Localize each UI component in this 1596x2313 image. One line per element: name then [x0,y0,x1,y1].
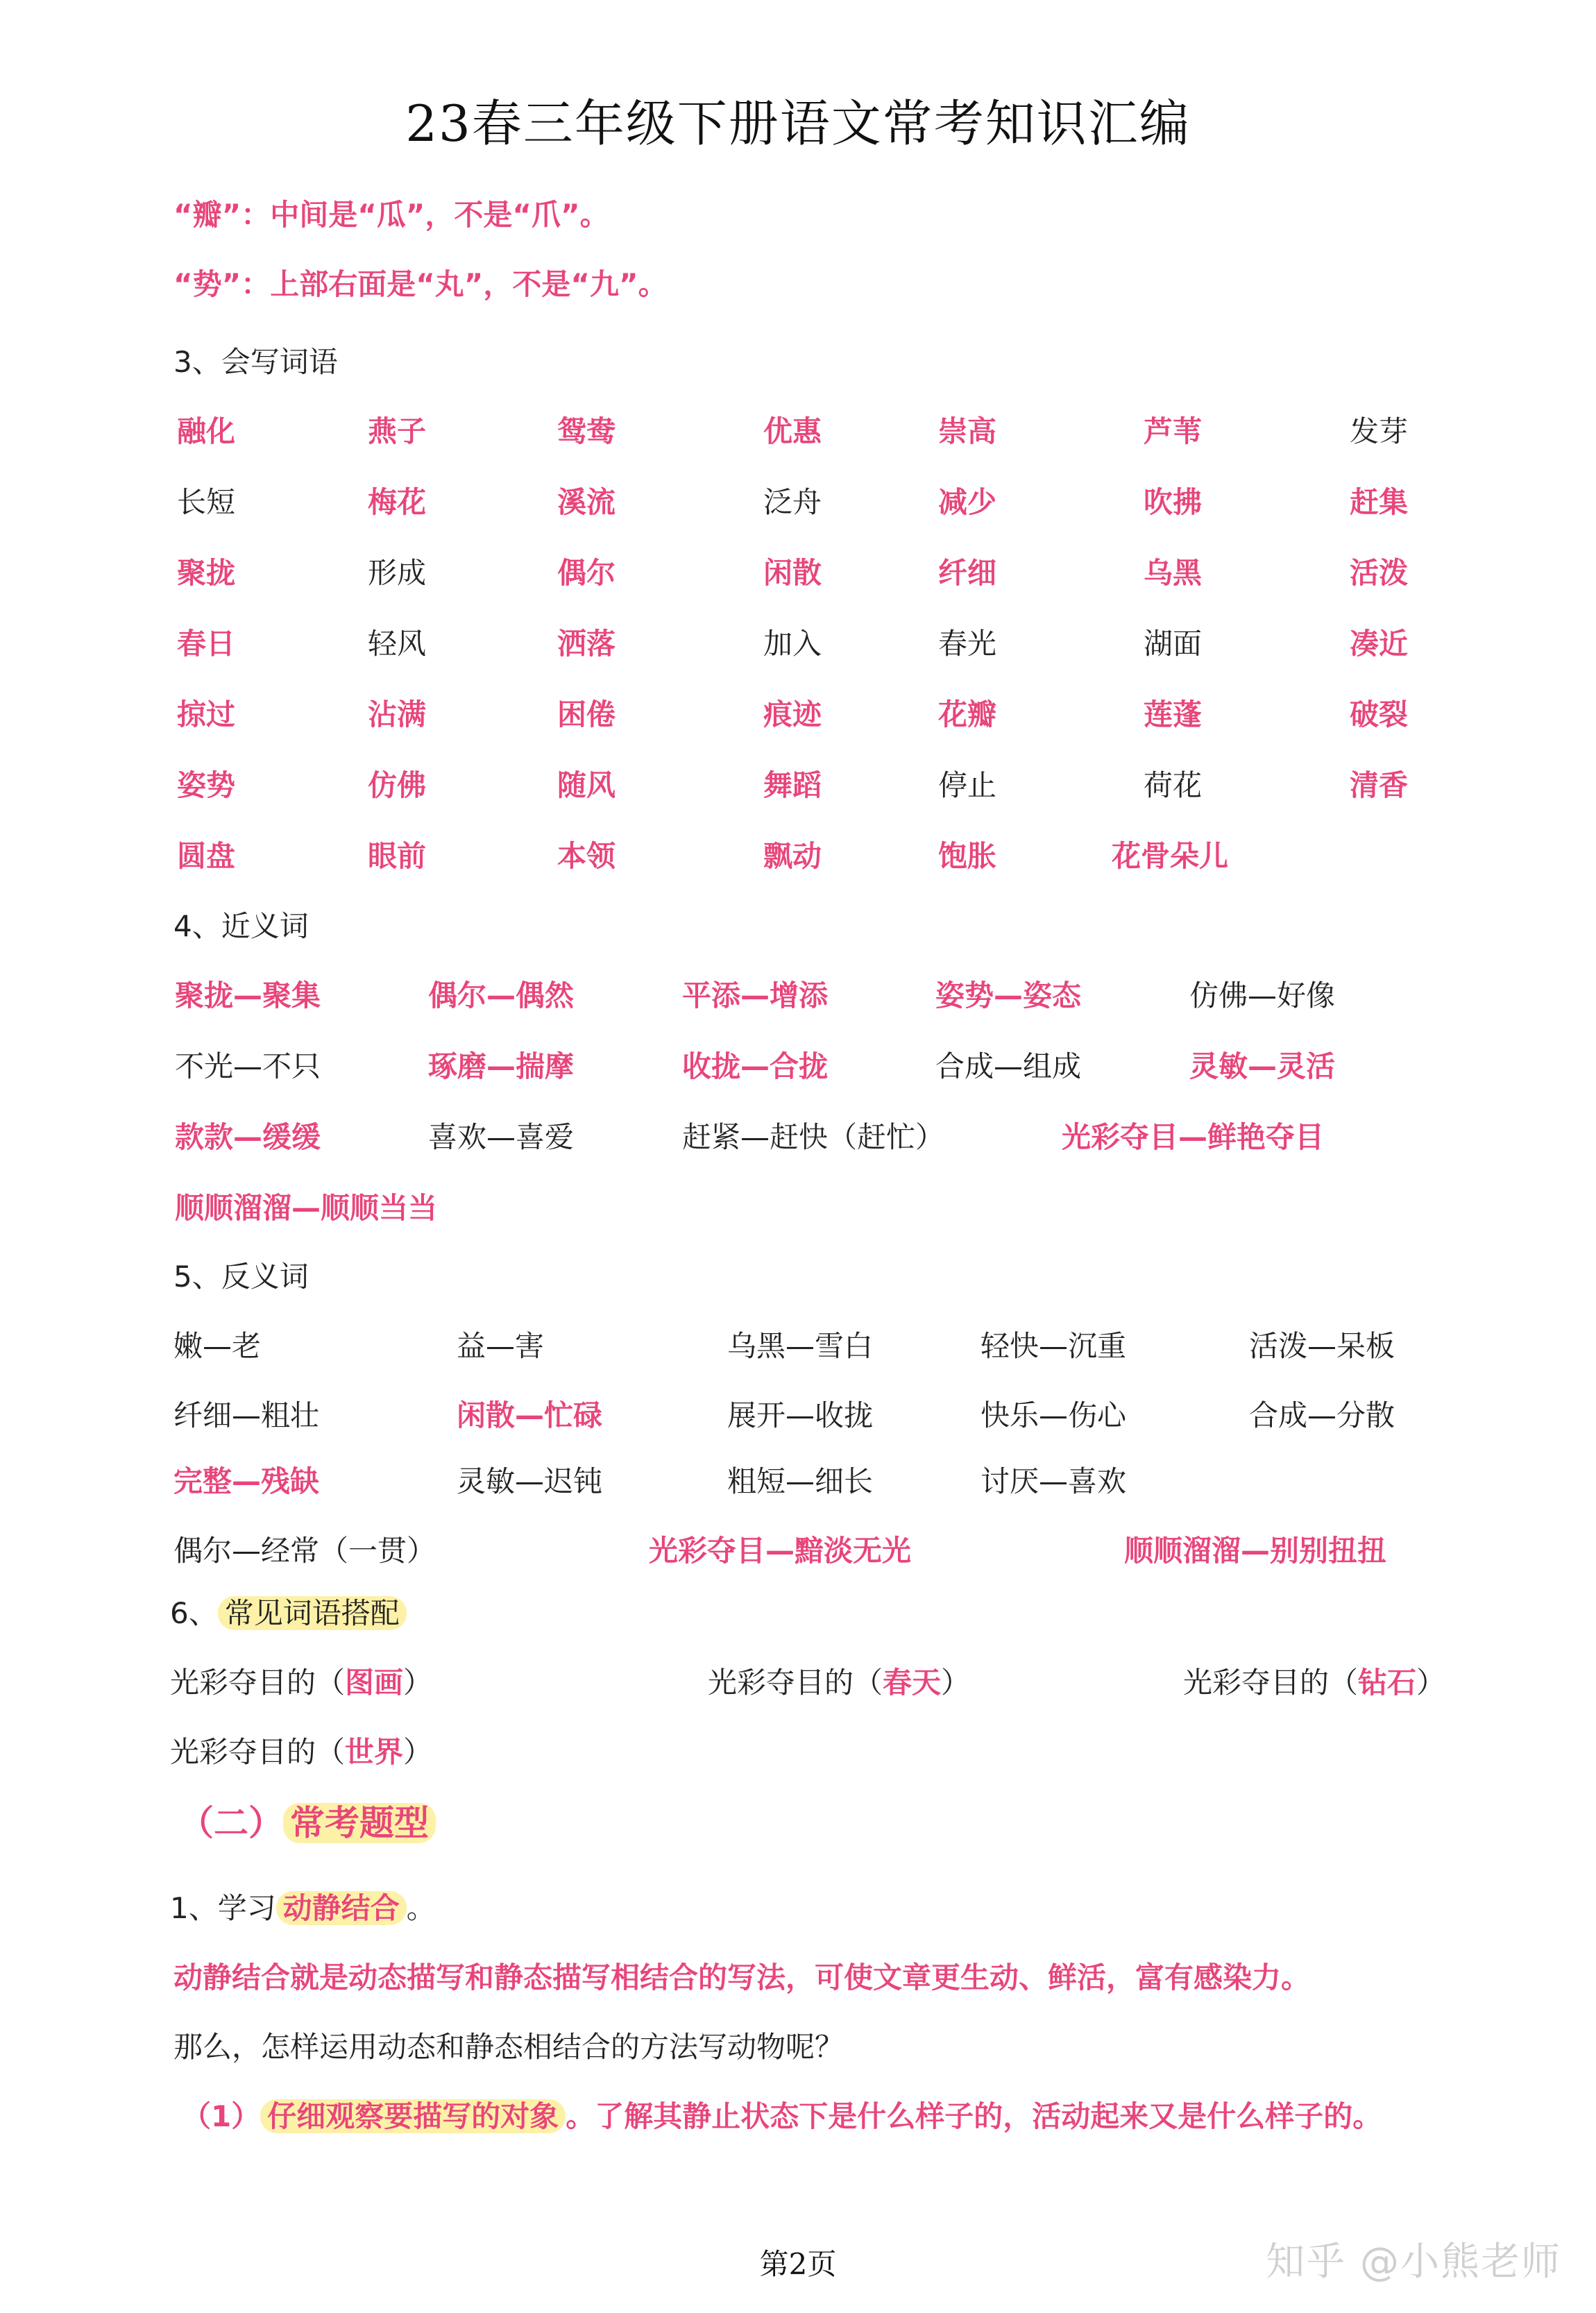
collocation-answer: 世界 [345,1735,404,1769]
synonym-pair: 收拢—合拢 [682,1049,829,1083]
vocab-word: 乌黑 [1144,556,1203,590]
vocab-word: 痕迹 [763,697,822,731]
antonym-pair: 讨厌—喜欢 [980,1464,1127,1498]
collocation-phrase: 光彩夺目的 [170,1666,316,1700]
paren-close: ） [403,1666,433,1700]
vocab-word: 鸳鸯 [557,414,616,448]
paren-close: ） [403,1735,433,1769]
antonym-pair: 粗短—细长 [727,1464,874,1498]
vocab-word: 减少 [938,485,997,519]
vocab-word: 清香 [1350,768,1409,802]
vocab-word: 莲蓬 [1144,697,1203,731]
vocab-word: 掠过 [177,697,236,731]
vocab-word: 春日 [177,627,236,661]
synonym-pair: 聚拢—聚集 [175,978,321,1013]
vocab-word: 形成 [368,556,427,590]
paren-open: （ [854,1666,883,1700]
paren-close: ） [1416,1666,1446,1700]
synonym-pair: 顺顺溜溜—顺顺当当 [175,1191,438,1225]
vocab-word: 湖面 [1144,627,1203,661]
paren-open: （ [316,1735,346,1769]
collocation-item [170,1662,432,1704]
vocab-word: 长短 [177,485,236,519]
antonym-pair: 乌黑—雪白 [727,1329,874,1363]
paren-open: （ [1329,1666,1359,1700]
collocation-phrase: 光彩夺目的 [708,1666,854,1700]
vocab-word: 困倦 [557,697,616,731]
vocab-word: 本领 [557,839,616,873]
section-5-heading: 5、反义词 [173,1260,309,1294]
antonym-pair: 展开—收拢 [727,1398,874,1432]
vocab-word: 泛舟 [763,485,822,519]
collocation-answer: 钻石 [1358,1666,1417,1700]
paren-close: ） [941,1666,971,1700]
collocation-item [170,1731,432,1773]
vocab-word: 融化 [177,414,236,448]
synonym-pair: 赶紧—赶快（赶忙） [682,1120,945,1154]
synonym-pair: 偶尔—偶然 [428,978,575,1013]
synonym-pair: 款款—缓缓 [175,1120,321,1154]
section-6-heading [170,1593,407,1634]
vocab-word: 饱胀 [938,839,997,873]
step-1-number: （1） [182,2099,261,2133]
antonym-pair: 合成—分散 [1249,1398,1395,1432]
definition-text: 动静结合就是动态描写和静态描写相结合的写法，可使文章更生动、鲜活，富有感染力。 [173,1960,1311,1994]
vocab-word: 梅花 [368,485,427,519]
part-2-label: 常考题型 [283,1803,436,1843]
antonym-pair: 嫩—老 [173,1329,262,1363]
collocation-answer: 春天 [883,1666,942,1700]
note-line-2: “势”：上部右面是“丸”，不是“九”。 [173,267,668,301]
section-6-label: 常见词语搭配 [218,1596,407,1630]
vocab-word: 崇高 [938,414,997,448]
synonym-pair: 琢磨—揣摩 [428,1049,575,1083]
page-title: 23春三年级下册语文常考知识汇编 [405,94,1191,153]
synonym-pair: 不光—不只 [175,1049,321,1083]
antonym-pair: 完整—残缺 [173,1464,320,1498]
vocab-word: 仿佛 [368,768,427,802]
collocation-phrase: 光彩夺目的 [170,1735,316,1769]
synonym-pair: 灵敏—灵活 [1189,1049,1336,1083]
antonym-pair: 益—害 [457,1329,545,1363]
synonym-pair: 仿佛—好像 [1189,978,1336,1013]
vocab-word: 燕子 [368,414,427,448]
page-number: 第2页 [759,2247,837,2281]
step-1-text [182,2096,1382,2137]
vocab-word: 停止 [938,768,997,802]
collocation-phrase: 光彩夺目的 [1183,1666,1330,1700]
paren-open: （ [316,1666,346,1700]
vocab-word: 花瓣 [938,697,997,731]
vocab-word: 洒落 [557,627,616,661]
antonym-pair: 活泼—呆板 [1249,1329,1395,1363]
item-1-highlight: 动静结合 [276,1891,407,1925]
section-6-prefix: 6、 [170,1596,218,1630]
vocab-word: 春光 [938,627,997,661]
vocab-word: 飘动 [763,839,822,873]
part-2-heading [179,1799,436,1847]
item-1-heading [170,1888,436,1929]
vocab-word: 姿势 [177,768,236,802]
vocab-word: 破裂 [1350,697,1409,731]
synonym-pair: 平添—增添 [682,978,829,1013]
vocab-word: 聚拢 [177,556,236,590]
vocab-word: 随风 [557,768,616,802]
step-1-highlight: 仔细观察要描写的对象 [260,2099,566,2133]
vocab-word: 发芽 [1350,414,1409,448]
vocab-word: 溪流 [557,485,616,519]
question-text: 那么，怎样运用动态和静态相结合的方法写动物呢？ [173,2030,844,2064]
vocab-word: 花骨朵儿 [1112,839,1229,873]
antonym-pair: 轻快—沉重 [980,1329,1127,1363]
vocab-word: 舞蹈 [763,768,822,802]
vocab-word: 沾满 [368,697,427,731]
antonym-pair: 顺顺溜溜—别别扭扭 [1124,1534,1387,1568]
collocation-item [708,1662,970,1704]
vocab-word: 圆盘 [177,839,236,873]
vocab-word: 纤细 [938,556,997,590]
antonym-pair: 偶尔—经常（一贯） [173,1534,436,1568]
watermark: 知乎 @小熊老师 [1266,2239,1561,2285]
vocab-word: 优惠 [763,414,822,448]
vocab-word: 赶集 [1350,485,1409,519]
vocab-word: 加入 [763,627,822,661]
section-3-heading: 3、会写词语 [173,345,338,379]
item-1-prefix: 1、学习 [170,1891,276,1925]
antonym-pair: 纤细—粗壮 [173,1398,320,1432]
section-4-heading: 4、近义词 [173,909,309,943]
synonym-pair: 喜欢—喜爱 [428,1120,575,1154]
antonym-pair: 光彩夺目—黯淡无光 [649,1534,912,1568]
vocab-word: 闲散 [763,556,822,590]
synonym-pair: 合成—组成 [935,1049,1082,1083]
vocab-word: 凑近 [1350,627,1409,661]
vocab-word: 吹拂 [1144,485,1203,519]
note-line-1: “瓣”：中间是“瓜”，不是“爪”。 [173,198,609,232]
step-1-rest: 。了解其静止状态下是什么样子的，活动起来又是什么样子的。 [566,2099,1382,2133]
vocab-word: 荷花 [1144,768,1203,802]
antonym-pair: 闲散—忙碌 [457,1398,603,1432]
vocab-word: 偶尔 [557,556,616,590]
collocation-answer: 图画 [345,1666,404,1700]
item-1-suffix: 。 [406,1891,436,1925]
synonym-pair: 光彩夺目—鲜艳夺目 [1062,1120,1325,1154]
antonym-pair: 快乐—伤心 [980,1398,1127,1432]
vocab-word: 芦苇 [1144,414,1203,448]
part-2-number: （二） [179,1803,283,1843]
collocation-item [1183,1662,1445,1704]
synonym-pair: 姿势—姿态 [935,978,1082,1013]
vocab-word: 轻风 [368,627,427,661]
vocab-word: 眼前 [368,839,427,873]
vocab-word: 活泼 [1350,556,1409,590]
antonym-pair: 灵敏—迟钝 [457,1464,603,1498]
